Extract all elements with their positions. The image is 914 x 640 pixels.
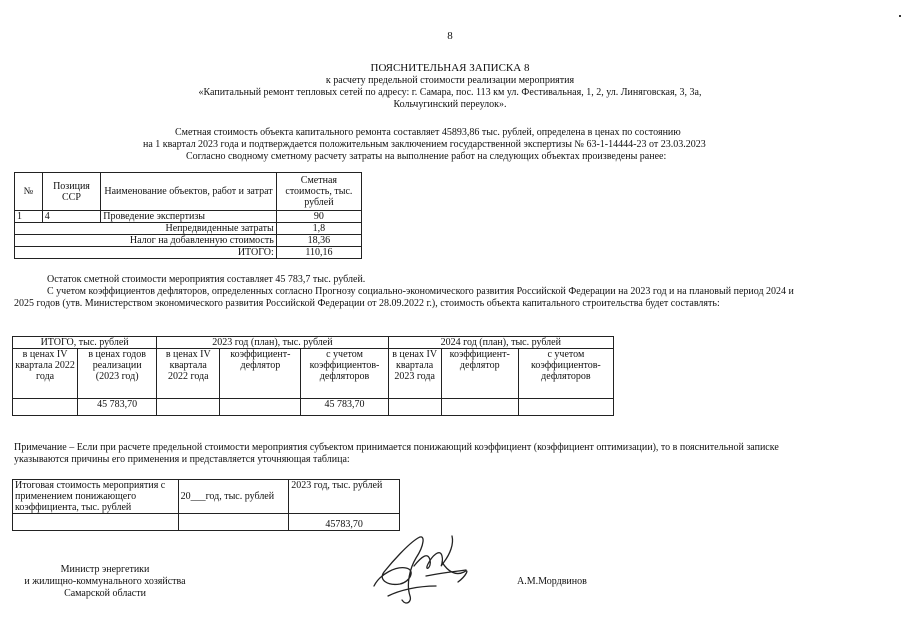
col-header-number: № [15, 173, 43, 211]
col-year-2023: 2023 год, тыс. рублей [289, 480, 400, 514]
note-line-1: Примечание – Если при расчете предельной стоимости мероприятия субъектом принимается понижающий коэффициент (коэффициент оптимизации), то в пояснительной записке [14, 442, 779, 453]
project-line-2: Кольчугинский переулок». [393, 99, 507, 110]
cell-empty [13, 514, 179, 531]
prior-costs-table [14, 172, 362, 259]
col-prices-2023: в ценах годов реализации (2023 год) [78, 349, 157, 399]
deflator-table [12, 336, 614, 416]
col-2023-coef: коэффициент-дефлятор [220, 349, 301, 399]
cell-empty [157, 399, 220, 416]
col-final-cost: Итоговая стоимость мероприятия с применением понижающего коэффициента, тыс. рублей [13, 480, 179, 514]
cell-empty [220, 399, 301, 416]
col-prices-iv-2022: в ценах IV квартала 2022 года [13, 349, 78, 399]
project-line-1: «Капитальный ремонт тепловых сетей по адресу: г. Самара, пос. 113 км ул. Фестивальная, 1, 2, ул. Линяговская, 3, 3а, [198, 87, 702, 98]
signatory-line-2: и жилищно-коммунального хозяйства [24, 576, 186, 587]
group-total-header: ИТОГО, тыс. рублей [13, 337, 157, 349]
table-row [13, 514, 400, 531]
vat-value: 18,36 [276, 235, 361, 247]
cell-2023-with: 45 783,70 [301, 399, 388, 416]
group-2023-header: 2023 год (план), тыс. рублей [157, 337, 388, 349]
col-2024-with: с учетом коэффициентов-дефляторов [518, 349, 613, 399]
note-line-2: указываются причины его применения и представляется уточняющая таблица: [14, 454, 350, 465]
col-2024-coef: коэффициент-дефлятор [441, 349, 518, 399]
para1-line-3: Согласно сводному сметному расчету затраты на выполнение работ на следующих объектах произведены ранее: [186, 151, 667, 162]
document-subtitle: к расчету предельной стоимости реализации мероприятия [325, 75, 575, 86]
cell-empty [441, 399, 518, 416]
unforeseen-label: Непредвиденные затраты [15, 223, 277, 235]
para1-line-1: Сметная стоимость объекта капитального ремонта составляет 45893,86 тыс. рублей, определена в ценах по состоянию [175, 127, 681, 138]
para1-line-2: на 1 квартал 2023 года и подтверждается положительным заключением государственной экспертизы № 63-1-14444-23 от 23.03.2023 [143, 139, 706, 150]
para2-line-1: С учетом коэффициентов дефляторов, определенных согласно Прогнозу социально-экономического развития Российской Федерации на 2023 год и на плановый период 2024 и [47, 286, 794, 297]
cell-name: Проведение экспертизы [101, 211, 277, 223]
col-header-name: Наименование объектов, работ и затрат [101, 173, 277, 211]
table-row [13, 399, 614, 416]
cell-empty [518, 399, 613, 416]
cell-value-2023: 45783,70 [289, 514, 400, 531]
vat-label: Налог на добавленную стоимость [15, 235, 277, 247]
col-header-position: Позиция ССР [42, 173, 101, 211]
col-header-cost: Сметная стоимость, тыс. рублей [276, 173, 361, 211]
signatory-name: А.М.Мордвинов [517, 576, 587, 587]
total-value: 110,16 [276, 247, 361, 259]
page-number: 8 [447, 30, 453, 42]
para2-line-2: 2025 годов (утв. Министерством экономического развития Российской Федерации от 28.09.2022 г.), стоимость объекта капитального строительства будет составлять: [14, 298, 720, 309]
col-2023-with: с учетом коэффициентов-дефляторов [301, 349, 388, 399]
cell-empty [388, 399, 441, 416]
optimization-table [12, 479, 400, 531]
col-2024-prices: в ценах IV квартала 2023 года [388, 349, 441, 399]
cell-empty [13, 399, 78, 416]
col-year-20: 20___год, тыс. рублей [178, 480, 289, 514]
cell-total-2023: 45 783,70 [78, 399, 157, 416]
handwritten-signature [366, 526, 476, 610]
unforeseen-value: 1,8 [276, 223, 361, 235]
remainder-text: Остаток сметной стоимости мероприятия составляет 45 783,7 тыс. рублей. [47, 274, 366, 285]
document-title: ПОЯСНИТЕЛЬНАЯ ЗАПИСКА 8 [370, 62, 530, 74]
cell-number: 1 [15, 211, 43, 223]
table-row [15, 211, 362, 223]
cell-position: 4 [42, 211, 101, 223]
scan-mark [899, 15, 901, 17]
group-2024-header: 2024 год (план), тыс. рублей [388, 337, 613, 349]
total-label: ИТОГО: [15, 247, 277, 259]
cell-empty [178, 514, 289, 531]
signatory-line-1: Министр энергетики [60, 564, 150, 575]
cell-cost: 90 [276, 211, 361, 223]
col-2023-prices: в ценах IV квартала 2022 года [157, 349, 220, 399]
signatory-line-3: Самарской области [64, 588, 146, 599]
